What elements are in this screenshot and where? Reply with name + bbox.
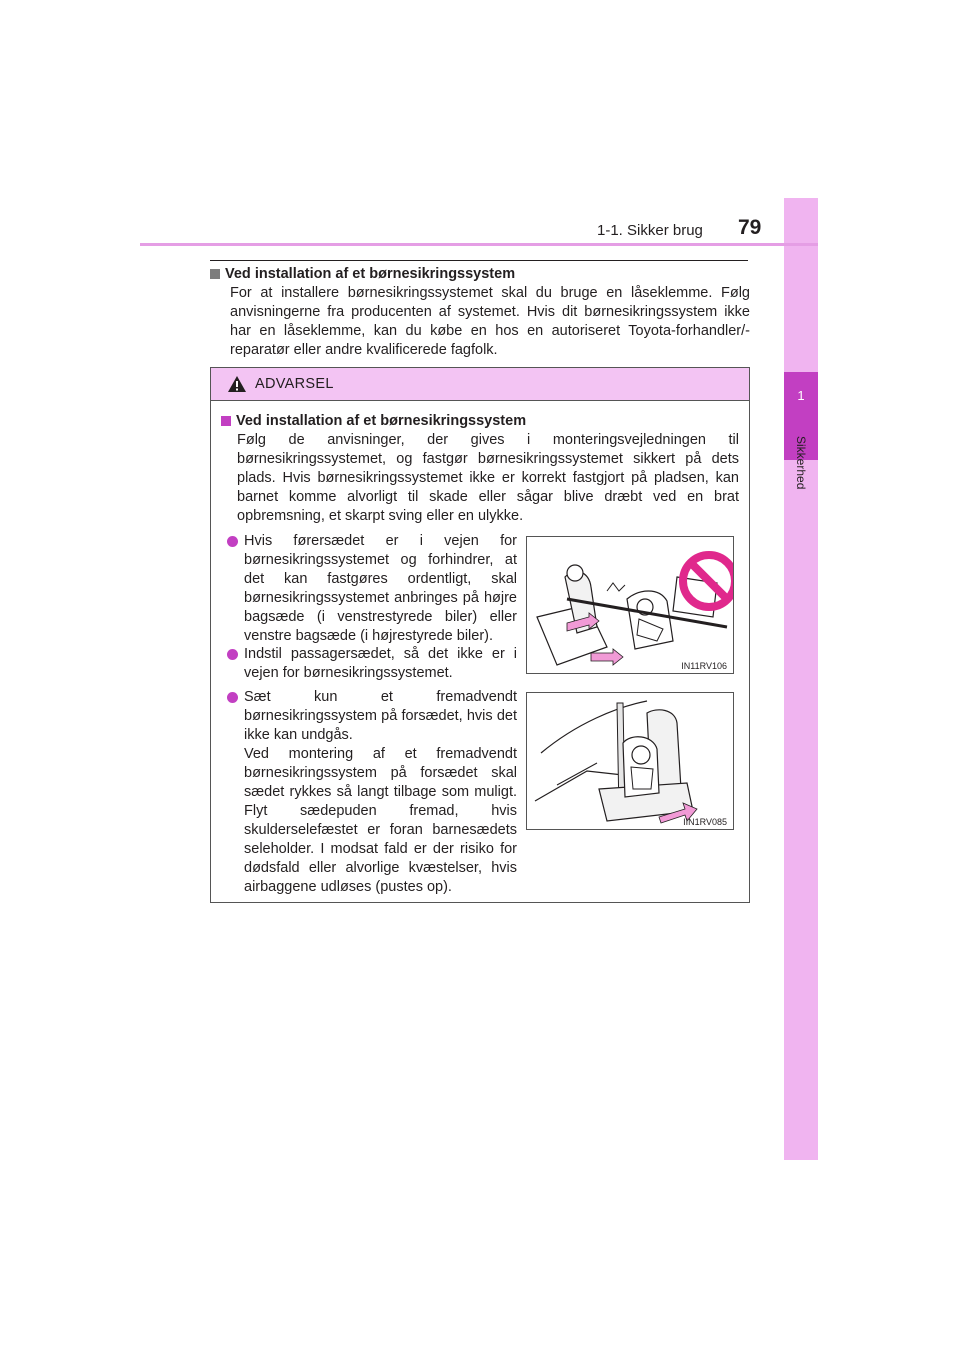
warning-box xyxy=(210,367,750,903)
round-bullet-icon xyxy=(227,536,238,547)
chapter-side-tab xyxy=(784,198,818,1160)
warning-bullet-text: Hvis førersædet er i vejen for børnesikringssystemet og forhindrer, at det kan fastgøres ordentligt, skal børnesikringssystemet anbringes på højre bagsæde (i venstrestyrede biler) eller venstre bagsæde (i højrestyrede biler). xyxy=(244,533,517,644)
warning-triangle-icon xyxy=(227,375,247,393)
warning-bullet xyxy=(227,532,517,646)
child-seat-driver-figure xyxy=(526,536,734,674)
warning-bullet-text: Indstil passagersædet, så det ikke er i vejen for børnesikringssystemet. xyxy=(244,646,517,681)
warning-bullet xyxy=(227,688,517,897)
separator-rule xyxy=(210,260,748,261)
warning-heading-row xyxy=(221,413,739,429)
round-bullet-icon xyxy=(227,649,238,660)
warning-body xyxy=(211,401,749,526)
front-seat-illustration xyxy=(527,693,733,829)
section-title: 1-1. Sikker brug xyxy=(597,222,703,239)
intro-heading: Ved installation af et børnesikringssystem xyxy=(225,266,516,282)
round-bullet-icon xyxy=(227,692,238,703)
warning-header xyxy=(211,368,749,401)
warning-bullet xyxy=(227,645,517,683)
header-rule xyxy=(140,243,818,246)
figure-code: IIN1RV085 xyxy=(683,817,727,827)
chapter-number: 1 xyxy=(797,388,805,403)
warning-label: ADVARSEL xyxy=(255,376,334,392)
intro-body: For at installere børnesikringssystemet skal du bruge en låseklemme. Følg anvisningerne fra producenten af systemet. Hvis dit børnesikringssystem ikke har en låseklemme, kan du købe en hos en autoriseret Toyota-forhandler/-reparatør eller andre kvalificerede fagfolk. xyxy=(230,285,750,358)
intro-heading-row xyxy=(210,266,750,282)
chapter-label: Sikkerhed xyxy=(794,436,808,490)
square-bullet-icon xyxy=(221,416,231,426)
square-bullet-icon xyxy=(210,269,220,279)
page-number: 79 xyxy=(738,216,762,239)
warning-text: Følg de anvisninger, der gives i monteringsvejledningen til børnesikringssystemet, og fastgør børnesikringssystemet sikkert på dets plads. Hvis børnesikringssystemet ikke er korrekt fastgjort på pladsen, kan barnet komme alvorligt til skade eller sågar blive dræbt ved en brat opbremsning, et skarpt sving eller en ulykke. xyxy=(237,432,739,524)
warning-heading: Ved installation af et børnesikringssystem xyxy=(236,413,527,429)
figure-code: IN11RV106 xyxy=(681,661,727,671)
intro-section xyxy=(210,266,750,360)
warning-bullet-text: Sæt kun et fremadvendt børnesikringssystem på forsædet, hvis det ikke kan undgås. Ved montering af et fremadvendt børnesikringssystem på forsædet skal sædet rykkes så langt tilbage som muligt. Flyt sædepuden fremad, hvis skulderselefæstet er foran barnesædets seleholder. I modsat fald er der risiko for dødsfald eller alvorlige kvæstelser, hvis airbaggene udløses (pustes op). xyxy=(244,689,517,895)
front-seat-child-seat-figure xyxy=(526,692,734,830)
driver-seat-illustration xyxy=(527,537,733,673)
